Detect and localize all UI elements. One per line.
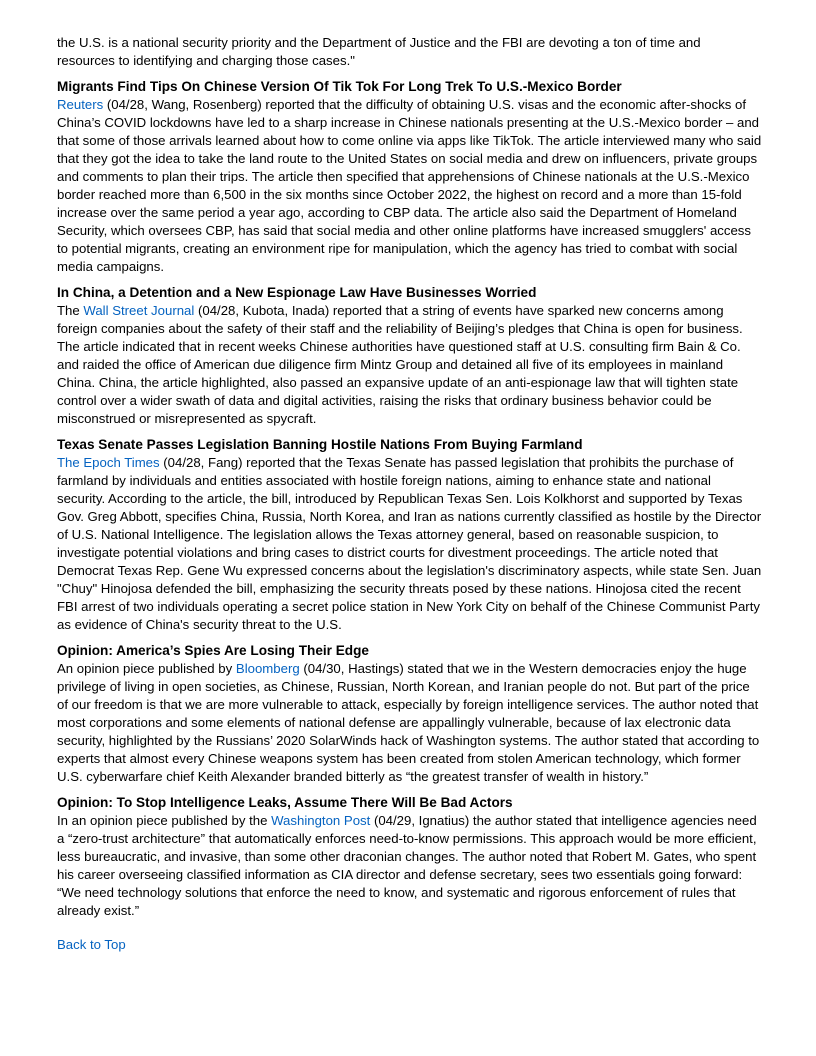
article-headline: Migrants Find Tips On Chinese Version Of Tik Tok For Long Trek To U.S.-Mexico Border <box>57 79 622 94</box>
article-body <box>57 96 762 276</box>
article-china-espionage-law <box>57 284 762 428</box>
source-link-wall-street-journal[interactable]: Wall Street Journal <box>83 303 195 318</box>
article-body <box>57 812 762 920</box>
article-headline: Opinion: America’s Spies Are Losing Their Edge <box>57 643 369 658</box>
article-lead-text: The <box>57 303 84 318</box>
article-lead-text: In an opinion piece published by the <box>57 813 272 828</box>
article-body-text: (04/28, Kubota, Inada) reported that a string of events have sparked new concerns among foreign companies about the safety of their staff and the reliability of Beijing’s pledges that China is open for business. The article indicated that in recent weeks Chinese authorities have questioned staff at U.S. consulting firm Bain & Co. and raided the office of American due diligence firm Mintz Group and detained all five of its employees in mainland China. China, the article highlighted, also passed an expansive update of an anti-espionage law that will tighten state control over a wider swath of data and digital activities, raising the risks that ordinary business behavior could be misconstrued or misrepresented as spycraft. <box>57 303 743 426</box>
article-body-text: (04/28, Fang) reported that the Texas Senate has passed legislation that prohibits the purchase of farmland by individuals and entities associated with hostile foreign nations, aiming to enhance state and national security. According to the article, the bill, introduced by Republican Texas Sen. Lois Kolkhorst and supported by Texas Gov. Greg Abbott, specifies China, Russia, North Korea, and Iran as nations currently classified as hostile by the Director of U.S. National Intelligence. The legislation allows the Texas attorney general, based on reasonable suspicion, to investigate potential violations and bring cases to district courts for divestment proceedings. The article noted that Democrat Texas Rep. Gene Wu expressed concerns about the legislation's discriminatory aspects, while state Sen. Juan "Chuy" Hinojosa defended the bill, emphasizing the security threats posed by these nations. Hinojosa cited the recent FBI arrest of two individuals operating a secret police station in New York City on behalf of the Chinese Communist Party as evidence of China's security threat to the U.S. <box>57 455 762 632</box>
article-body-text: (04/29, Ignatius) the author stated that intelligence agencies need a “zero-trust architecture” that automatically enforces need-to-know permissions. This approach would be more efficient, less bureaucratic, and invasive, than some other draconian changes. The author noted that Robert M. Gates, who spent his career overseeing classified information as CIA director and defense secretary, sees two essentials going forward: “We need technology solutions that enforce the need to know, and systematic and rigorous enforcement of rules that already exist.” <box>57 813 757 918</box>
article-body-text: (04/30, Hastings) stated that we in the Western democracies enjoy the huge privilege of living in open societies, as Chinese, Russian, North Korean, and Iranian people do not. But part of the price of our freedom is that we are more vulnerable to attack, especially by foreign intelligence services. The author noted that most corporations and some elements of national defense are appallingly vulnerable, because of lax electronic data security, highlighted by the Russians’ 2020 SolarWinds hack of Washington systems. The author stated that according to experts that almost every Chinese weapons system has been created from stolen American technology, which former U.S. cyberwarfare chief Keith Alexander branded bitterly as “the greatest transfer of wealth in history.” <box>57 661 760 784</box>
article-body <box>57 302 762 428</box>
source-link-bloomberg[interactable]: Bloomberg <box>235 661 300 676</box>
article-migrants-tiktok <box>57 78 762 276</box>
article-body <box>57 660 762 786</box>
article-americas-spies <box>57 642 762 786</box>
back-to-top-link[interactable]: Back to Top <box>57 937 126 952</box>
article-body-text: (04/28, Wang, Rosenberg) reported that the difficulty of obtaining U.S. visas and the economic after-shocks of China’s COVID lockdowns have led to a sharp increase in Chinese nationals presenting at the U.S.-Mexico border – and that some of those arrivals learned about how to come online via apps like TikTok. The article interviewed many who said that they got the idea to take the land route to the United States on social media and drew on influencers, private groups and comments to plan their trips. The article then specified that apprehensions of Chinese nationals at the U.S.-Mexico border reached more than 6,500 in the six months since October 2022, the highest on record and a more than 15-fold increase over the same period a year ago, according to CBP data. The article also said the Department of Homeland Security, which oversees CBP, has said that social media and other online platforms have increased smugglers' access to potential migrants, creating an environment ripe for manipulation, which the agency has tried to combat with social media campaigns. <box>57 97 762 274</box>
article-body <box>57 454 762 634</box>
article-lead-text: An opinion piece published by <box>57 661 236 676</box>
article-headline: Texas Senate Passes Legislation Banning Hostile Nations From Buying Farmland <box>57 437 583 452</box>
back-to-top-row <box>57 936 762 954</box>
source-link-epoch-times[interactable]: The Epoch Times <box>57 455 160 470</box>
article-headline: Opinion: To Stop Intelligence Leaks, Assume There Will Be Bad Actors <box>57 795 513 810</box>
article-headline: In China, a Detention and a New Espionage Law Have Businesses Worried <box>57 285 537 300</box>
intro-paragraph: the U.S. is a national security priority and the Department of Justice and the FBI are devoting a ton of time and resources to identifying and charging those cases." <box>57 35 701 68</box>
document-page <box>57 34 762 954</box>
source-link-reuters[interactable]: Reuters <box>57 97 104 112</box>
article-intelligence-leaks <box>57 794 762 920</box>
source-link-washington-post[interactable]: Washington Post <box>271 813 371 828</box>
article-texas-farmland <box>57 436 762 634</box>
